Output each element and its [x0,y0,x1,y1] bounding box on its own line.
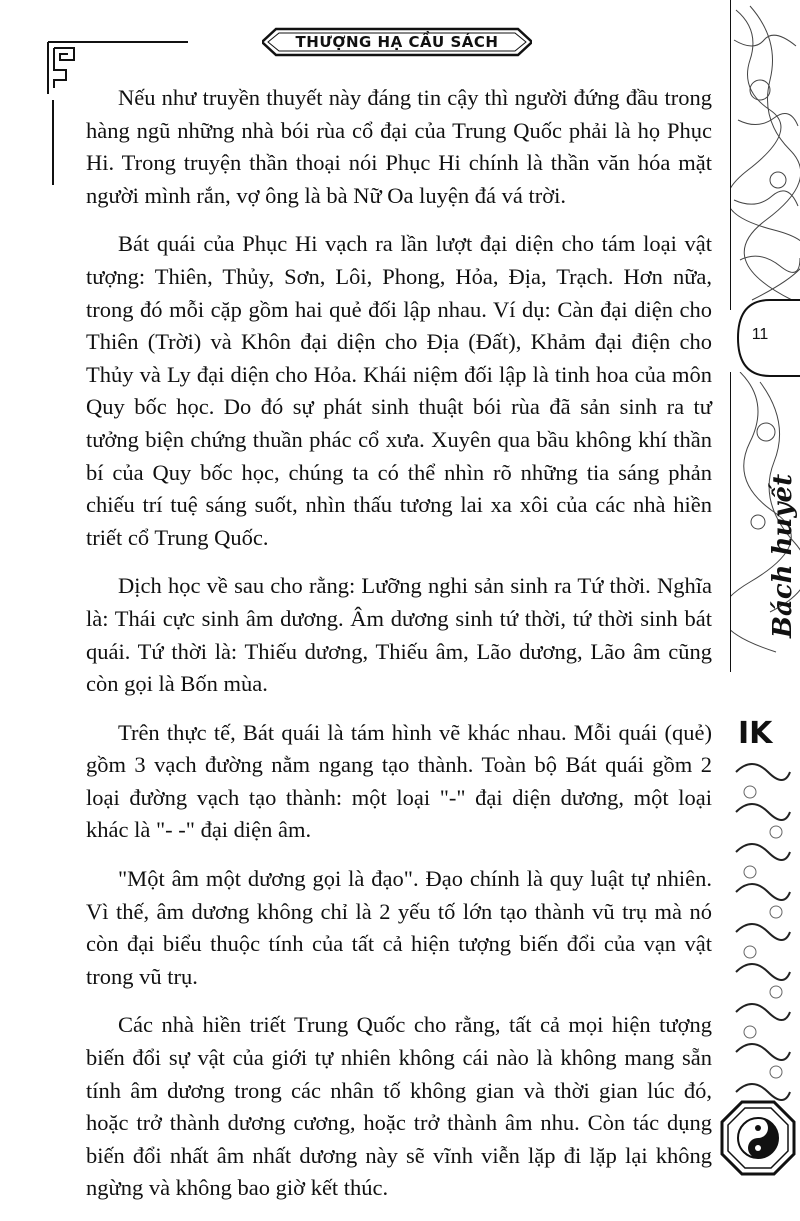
publisher-logo: IK [738,716,773,751]
page-body [86,82,712,1221]
header-rule [48,41,188,43]
side-brand-logo: Bách huyết [768,473,798,638]
paragraph: Dịch học về sau cho rằng: Lưỡng nghi sản sinh ra Tứ thời. Nghĩa là: Thái cực sinh âm dương. Âm dương sinh tứ thời, tứ thời sinh bát quái. Tứ thời là: Thiếu dương, Thiếu âm, Lão dương, Lão âm cũng còn gọi là Bốn mùa. [86,573,712,697]
corner-ornament [44,36,84,98]
paragraph: Bát quái của Phục Hi vạch ra lần lượt đại diện cho tám loại vật tượng: Thiên, Thủy, Sơn, Lôi, Phong, Hỏa, Địa, Trạch. Hơn nữa, trong đó mỗi cặp gồm hai quẻ đối lập nhau. Ví dụ: Càn đại diện cho Thiên (Trời) và Khôn đại diện cho Địa (Đất), Khảm đại điện cho Thủy và Ly đại diện cho Hỏa. Khái niệm đối lập là tinh hoa của môn Quy bốc học. Do đó sự phát sinh thuật bói rùa đã sản sinh ra tư tưởng biện chứng thuần phác cổ xưa. Xuyên qua bầu không khí thần bí của Quy bốc học, chúng ta có thể nhìn rõ những tia sáng phản chiếu trí tuệ sáng suốt, nhìn thấu tương lai xa xôi của các nhà hiền triết cổ Trung Quốc. [86,231,712,550]
page-number: 11 [751,326,769,343]
side-illustration [730,0,800,310]
paragraph: "Một âm một dương gọi là đạo". Đạo chính là quy luật tự nhiên. Vì thế, âm dương không chỉ là 2 yếu tố lớn tạo thành vũ trụ mà nó còn đại biểu thuộc tính của tất cả hiện tượng biến đổi của vạn vật trong vũ trụ. [86,866,712,989]
yin-yang-icon [720,1100,796,1176]
paragraph: Các nhà hiền triết Trung Quốc cho rằng, tất cả mọi hiện tượng biến đổi sự vật của giới tự nhiên không cái nào là không mang sẵn tính âm dương trong các nhân tố không gian và thời gian lúc đó, hoặc trở thành dương cương, hoặc trở thành âm nhu. Còn tác dụng biến đổi nhất âm nhất dương này sẽ vĩnh viễn lặp đi lặp lại không ngừng và không bao giờ kết thúc. [86,1012,712,1201]
side-rule [52,100,54,185]
paragraph: Nếu như truyền thuyết này đáng tin cậy thì người đứng đầu trong hàng ngũ những nhà bói rùa cổ đại của Trung Quốc phải là họ Phục Hi. Trong truyện thần thoại nói Phục Hi chính là thần văn hóa mặt người mình rắn, vợ ông là bà Nữ Oa luyện đá vá trời. [86,85,712,208]
paragraph: Trên thực tế, Bát quái là tám hình vẽ khác nhau. Mỗi quái (quẻ) gồm 3 vạch đường nằm ngang tạo thành. Toàn bộ Bát quái gồm 2 loại đường vạch tạo thành: một loại "-" đại diện dương, một loại khác là "- -" đại diện âm. [86,719,712,843]
running-title: THƯỢNG HẠ CẦU SÁCH [295,33,499,51]
side-pattern-band [732,752,794,1112]
